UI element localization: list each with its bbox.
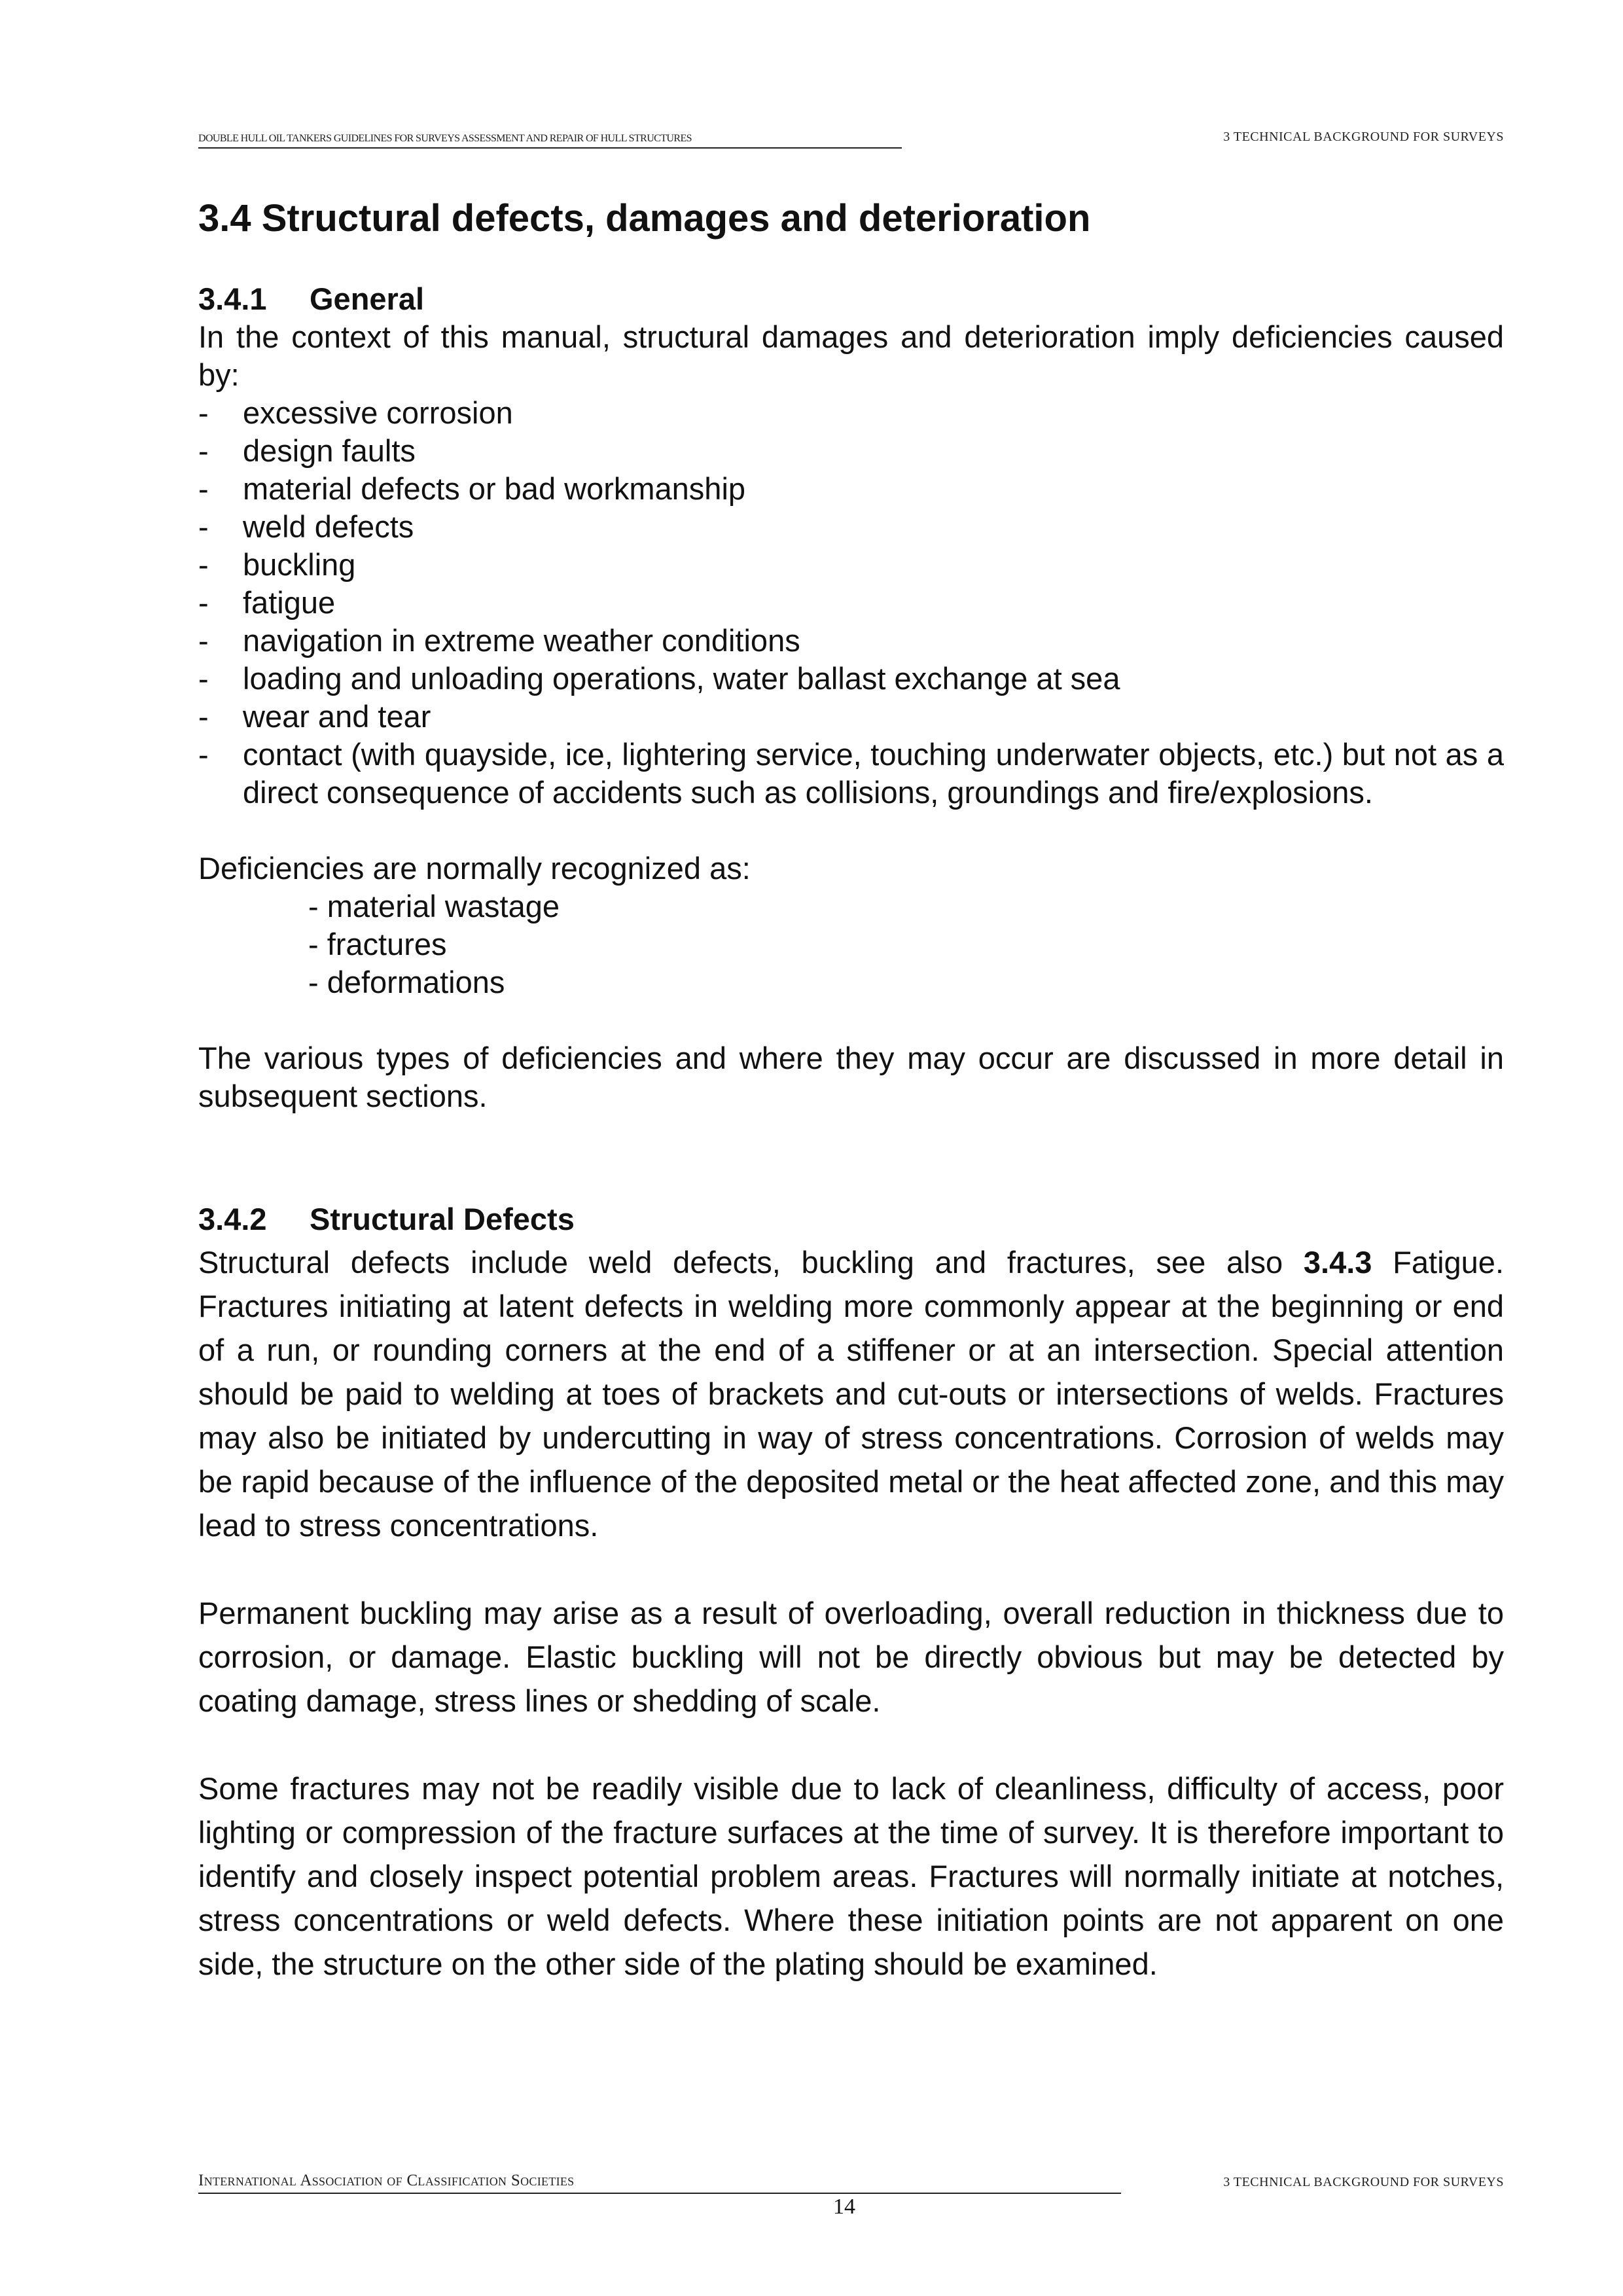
- dash-bullet: -: [198, 547, 209, 582]
- dash-bullet: -: [198, 433, 209, 468]
- paragraph-text: Fatigue. Fractures initiating at latent defects in welding more commonly appear at the beginning or end of a run, or rounding corners at the end of a stiffener or at an intersection. Special attention should be paid to welding at toes of brackets and cut-outs or intersections of welds. Fractures may also be initiated by undercutting in way of stress concentrations. Corrosion of welds may be rapid because of the influence of the deposited metal or the heat affected zone, and this may lead to stress concentrations.: [198, 1245, 1505, 1543]
- cause-list-item: [198, 432, 1504, 470]
- dash-bullet: -: [198, 737, 209, 772]
- recognized-intro: Deficiencies are normally recognized as:: [198, 851, 751, 886]
- deficiency-type-item: - deformations: [308, 965, 505, 999]
- subsection-title: Structural Defects: [310, 1202, 575, 1236]
- page-header: [198, 128, 1504, 149]
- cause-text: material defects or bad workmanship: [243, 471, 746, 506]
- page-footer: [198, 2173, 1504, 2194]
- page-number: 14: [833, 2195, 855, 2219]
- cause-text: fatigue: [243, 585, 336, 620]
- dash-bullet: -: [198, 509, 209, 544]
- subsection-number: 3.4.1: [198, 281, 267, 316]
- structural-defects-paragraph-2: Permanent buckling may arise as a result of overloading, overall reduction in thickness due to corrosion, or damage. Elastic buckling will not be directly obvious but may be detected by coating damage, stress lines or shedding of scale.: [198, 1596, 1504, 1718]
- cause-list-item: [198, 508, 1504, 546]
- structural-defects-paragraph-3: Some fractures may not be readily visible due to lack of cleanliness, difficulty of access, poor lighting or compression of the fracture surfaces at the time of survey. It is therefore important to identify and closely inspect potential problem areas. Fractures will normally initiate at notches, stress concentrations or weld defects. Where these initiation points are not apparent on one side, the structure on the other side of the plating should be examined.: [198, 1771, 1504, 1981]
- deficiency-type-item: - fractures: [308, 927, 447, 961]
- header-document-title: DOUBLE HULL OIL TANKERS GUIDELINES FOR SURVEYS ASSESSMENT AND REPAIR OF HULL STRUCTURES: [198, 133, 692, 144]
- subsection-title: General: [310, 281, 425, 316]
- dash-bullet: -: [198, 699, 209, 734]
- section-title: 3.4 Structural defects, damages and deterioration: [198, 197, 1091, 240]
- cause-text: design faults: [243, 433, 416, 468]
- subsection-number: 3.4.2: [198, 1202, 267, 1236]
- header-rule: [198, 147, 902, 149]
- general-closing: The various types of deficiencies and where they may occur are discussed in more detail in subsequent sections.: [198, 1041, 1504, 1113]
- dash-bullet: -: [198, 661, 209, 696]
- cause-list-item: [198, 622, 1504, 660]
- cause-text: loading and unloading operations, water ballast exchange at sea: [243, 661, 1120, 696]
- dash-bullet: -: [198, 623, 209, 658]
- cause-list-item: [198, 470, 1504, 508]
- dash-bullet: -: [198, 395, 209, 430]
- cause-list-item: [198, 736, 1504, 812]
- cause-text: excessive corrosion: [243, 395, 513, 430]
- causes-list: [198, 394, 1504, 812]
- cause-list-item: [198, 584, 1504, 622]
- cross-reference: 3.4.3: [1303, 1245, 1372, 1280]
- cause-list-item: [198, 546, 1504, 584]
- header-chapter-title: 3 TECHNICAL BACKGROUND FOR SURVEYS: [1223, 130, 1504, 144]
- subsection-heading-general: [198, 280, 1504, 318]
- footer-chapter-title: 3 TECHNICAL BACKGROUND FOR SURVEYS: [1223, 2175, 1504, 2189]
- general-section: [198, 280, 1504, 1115]
- structural-defects-section: [198, 1200, 1504, 1986]
- cause-text: navigation in extreme weather conditions: [243, 623, 800, 658]
- cause-text: wear and tear: [243, 699, 431, 734]
- dash-bullet: -: [198, 585, 209, 620]
- footer-organization: International Association of Classification Societies: [198, 2172, 575, 2189]
- subsection-heading-structural-defects: [198, 1200, 1504, 1238]
- footer-rule: [198, 2193, 1121, 2194]
- cause-text: buckling: [243, 547, 356, 582]
- cause-text: weld defects: [243, 509, 414, 544]
- dash-bullet: -: [198, 471, 209, 506]
- cause-list-item: [198, 394, 1504, 432]
- deficiency-type-item: - material wastage: [308, 889, 560, 924]
- general-intro: In the context of this manual, structural damages and deterioration imply deficiencies caused by:: [198, 319, 1504, 392]
- paragraph-text: Structural defects include weld defects, buckling and fractures, see also: [198, 1245, 1304, 1280]
- cause-text: contact (with quayside, ice, lightering service, touching underwater objects, etc.) but not as a direct consequence of accidents such as collisions, groundings and fire/explosions.: [243, 737, 1504, 810]
- structural-defects-paragraph-1: [198, 1240, 1504, 1547]
- cause-list-item: [198, 660, 1504, 698]
- recognized-list: [198, 888, 1504, 1001]
- cause-list-item: [198, 698, 1504, 736]
